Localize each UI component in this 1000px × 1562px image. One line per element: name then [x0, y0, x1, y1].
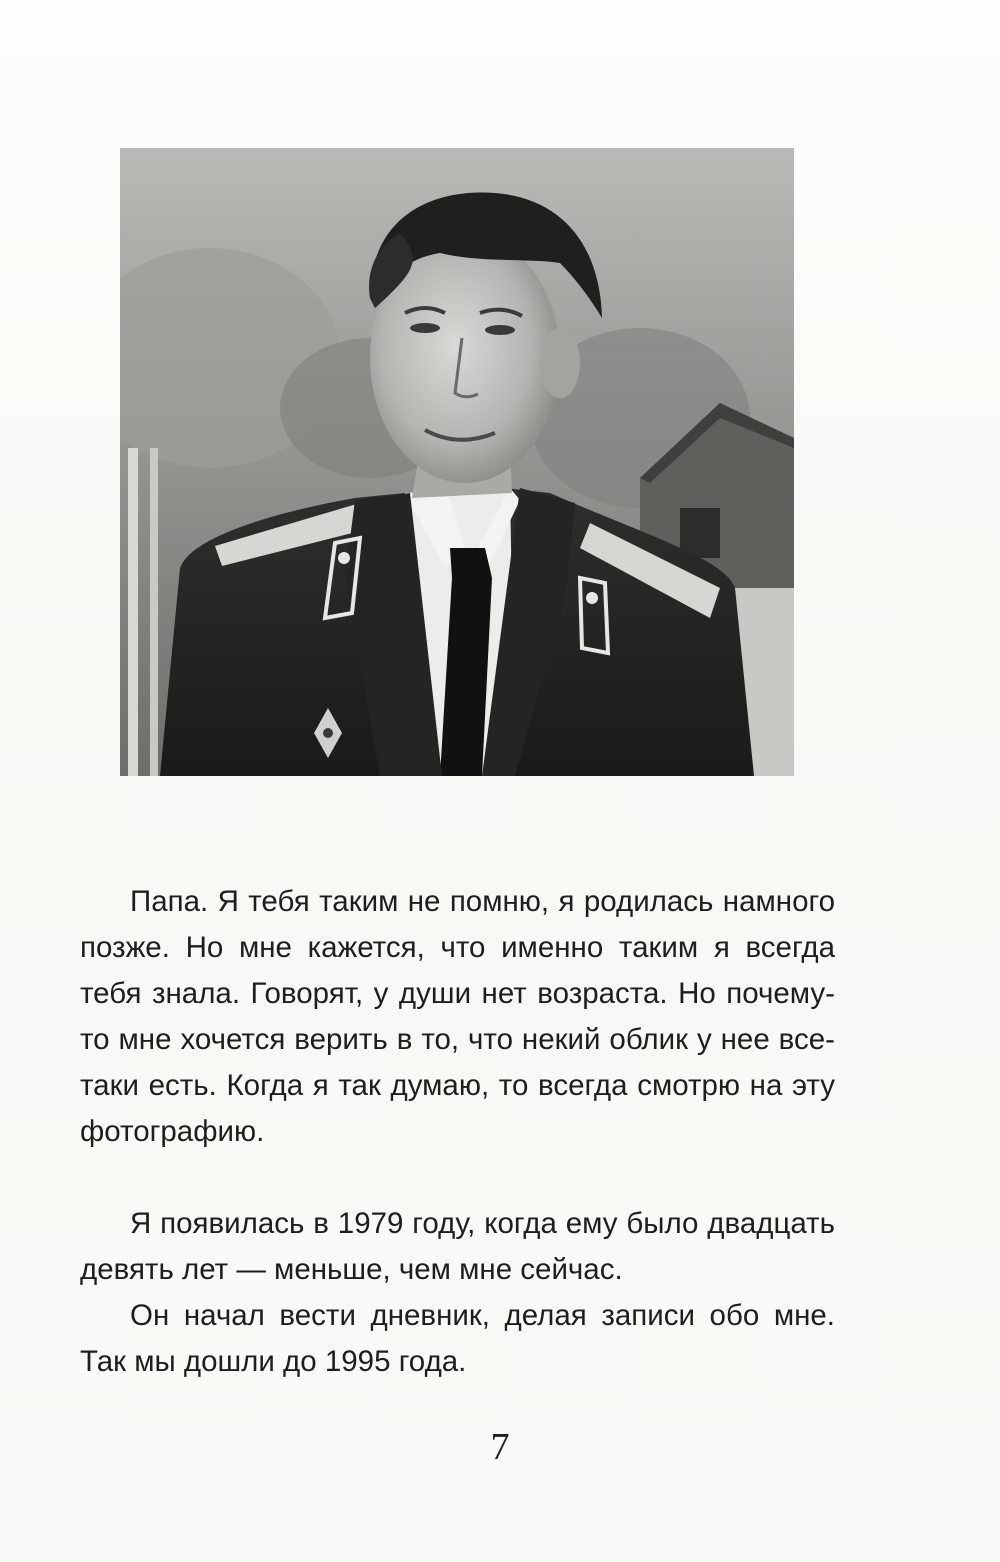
main-text — [80, 879, 835, 1385]
paragraph-2: Я появилась в 1979 году, когда ему было двадцать девять лет — меньше, чем мне сейчас. — [80, 1207, 835, 1286]
paragraph-3: Он начал вести дневник, делая записи обо мне. Так мы дошли до 1995 года. — [80, 1299, 835, 1378]
page-number: 7 — [490, 1426, 510, 1468]
paragraph-1: Папа. Я тебя таким не помню, я родилась намного позже. Но мне кажется, что именно таким я всегда тебя знала. Говорят, у души нет возраста. Но почему-то мне хочется верить в то, что некий облик у нее все-таки есть. Когда я так думаю, то всегда смотрю на эту фотографию. — [80, 885, 835, 1148]
bleed-through-header — [300, 40, 308, 68]
portrait-illustration — [120, 148, 794, 776]
portrait-photo — [120, 148, 794, 776]
